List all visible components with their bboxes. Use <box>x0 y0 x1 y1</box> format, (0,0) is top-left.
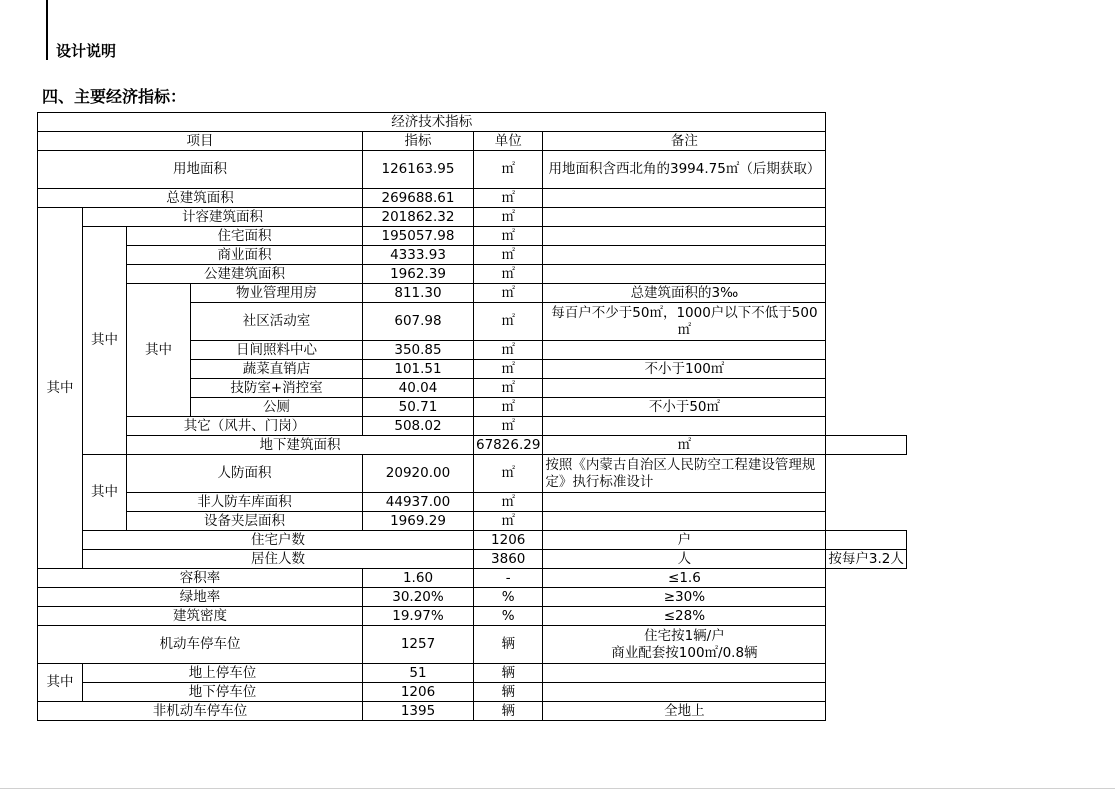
row-unit: ㎡ <box>474 303 543 341</box>
row-note: ≤1.6 <box>543 569 826 588</box>
row-value: 195057.98 <box>363 227 474 246</box>
row-note: 总建筑面积的3‰ <box>543 284 826 303</box>
row-label: 计容建筑面积 <box>83 208 363 227</box>
group-label-parking: 其中 <box>38 664 83 702</box>
row-note <box>543 664 826 683</box>
row-note: ≤28% <box>543 607 826 626</box>
row-label: 地下建筑面积 <box>127 436 474 455</box>
row-note <box>826 531 906 550</box>
row-note: ≥30% <box>543 588 826 607</box>
row-label: 蔬菜直销店 <box>191 360 363 379</box>
row-value: 1.60 <box>363 569 474 588</box>
row-unit: - <box>474 569 543 588</box>
row-unit: ㎡ <box>474 246 543 265</box>
row-label: 机动车停车位 <box>38 626 363 664</box>
header-unit: 单位 <box>474 132 543 151</box>
row-value: 1962.39 <box>363 265 474 284</box>
row-label: 商业面积 <box>127 246 363 265</box>
row-label: 人防面积 <box>127 455 363 493</box>
row-value: 1257 <box>363 626 474 664</box>
row-note <box>543 189 826 208</box>
row-note <box>543 512 826 531</box>
table-row <box>38 664 907 683</box>
row-value: 3860 <box>474 550 543 569</box>
row-note <box>543 208 826 227</box>
row-unit: 辆 <box>474 702 543 721</box>
row-unit: ㎡ <box>474 341 543 360</box>
row-value: 30.20% <box>363 588 474 607</box>
row-label: 社区活动室 <box>191 303 363 341</box>
table-row <box>38 417 907 436</box>
row-value: 126163.95 <box>363 151 474 189</box>
row-unit: ㎡ <box>543 436 826 455</box>
row-label: 设备夹层面积 <box>127 512 363 531</box>
row-value: 350.85 <box>363 341 474 360</box>
row-unit: ㎡ <box>474 417 543 436</box>
group-label-public: 其中 <box>127 284 191 417</box>
row-value: 19.97% <box>363 607 474 626</box>
row-note <box>543 341 826 360</box>
row-unit: % <box>474 607 543 626</box>
row-unit: 辆 <box>474 626 543 664</box>
table-row <box>38 702 907 721</box>
table-row <box>38 607 907 626</box>
row-unit: 户 <box>543 531 826 550</box>
row-label: 住宅户数 <box>83 531 474 550</box>
row-label: 其它（风井、门岗） <box>127 417 363 436</box>
row-value: 50.71 <box>363 398 474 417</box>
row-unit: ㎡ <box>474 208 543 227</box>
table-row <box>38 455 907 493</box>
row-value: 607.98 <box>363 303 474 341</box>
table-row <box>38 284 907 303</box>
note-line: 住宅按1辆/户 <box>644 627 725 644</box>
table-title: 经济技术指标 <box>38 113 826 132</box>
group-label-underground: 其中 <box>83 455 127 531</box>
margin-line <box>46 0 48 60</box>
row-unit: 人 <box>543 550 826 569</box>
row-value: 811.30 <box>363 284 474 303</box>
row-value: 269688.61 <box>363 189 474 208</box>
row-note: 全地上 <box>543 702 826 721</box>
header-item: 项目 <box>38 132 363 151</box>
row-note: 按每户3.2人 <box>826 550 906 569</box>
row-note <box>543 227 826 246</box>
table-row <box>38 493 907 512</box>
table-row <box>38 246 907 265</box>
row-value: 40.04 <box>363 379 474 398</box>
row-label: 容积率 <box>38 569 363 588</box>
row-note <box>543 493 826 512</box>
row-unit: ㎡ <box>474 227 543 246</box>
table-row <box>38 436 907 455</box>
row-value: 67826.29 <box>474 436 543 455</box>
row-label: 居住人数 <box>83 550 474 569</box>
row-label: 非人防车库面积 <box>127 493 363 512</box>
row-unit: ㎡ <box>474 265 543 284</box>
group-label-total: 其中 <box>38 208 83 569</box>
economic-indicators-table <box>37 112 907 721</box>
note-line: 商业配套按100㎡/0.8辆 <box>611 644 758 661</box>
row-unit: ㎡ <box>474 360 543 379</box>
row-label: 技防室+消控室 <box>191 379 363 398</box>
row-label: 住宅面积 <box>127 227 363 246</box>
group-label-far: 其中 <box>83 227 127 455</box>
row-unit: ㎡ <box>474 151 543 189</box>
row-label: 物业管理用房 <box>191 284 363 303</box>
row-unit: 辆 <box>474 664 543 683</box>
table-row <box>38 626 907 664</box>
table-row <box>38 265 907 284</box>
table-row <box>38 569 907 588</box>
table-header-row <box>38 132 907 151</box>
header-value: 指标 <box>363 132 474 151</box>
table-row <box>38 512 907 531</box>
row-note <box>543 265 826 284</box>
table-row <box>38 227 907 246</box>
row-value: 201862.32 <box>363 208 474 227</box>
row-label: 地下停车位 <box>83 683 363 702</box>
row-note: 不小于100㎡ <box>543 360 826 379</box>
table-row <box>38 588 907 607</box>
table-row <box>38 208 907 227</box>
row-note <box>826 436 906 455</box>
row-label: 日间照料中心 <box>191 341 363 360</box>
row-unit: ㎡ <box>474 493 543 512</box>
row-label: 非机动车停车位 <box>38 702 363 721</box>
table-row <box>38 531 907 550</box>
row-value: 44937.00 <box>363 493 474 512</box>
row-value: 101.51 <box>363 360 474 379</box>
row-label: 地上停车位 <box>83 664 363 683</box>
row-value: 1206 <box>474 531 543 550</box>
header-note: 备注 <box>543 132 826 151</box>
row-unit: ㎡ <box>474 284 543 303</box>
row-label: 建筑密度 <box>38 607 363 626</box>
table-title-row <box>38 113 907 132</box>
row-label: 总建筑面积 <box>38 189 363 208</box>
page-bottom-divider <box>0 788 1115 789</box>
row-unit: % <box>474 588 543 607</box>
row-value: 1969.29 <box>363 512 474 531</box>
table-row <box>38 550 907 569</box>
row-value: 51 <box>363 664 474 683</box>
document-title: 设计说明 <box>56 42 117 60</box>
row-unit: ㎡ <box>474 379 543 398</box>
section-title: 四、主要经济指标： <box>42 87 187 106</box>
row-value: 1395 <box>363 702 474 721</box>
row-note <box>543 626 826 664</box>
row-note: 按照《内蒙古自治区人民防空工程建设管理规定》执行标准设计 <box>543 455 826 493</box>
row-note <box>543 379 826 398</box>
row-unit: 辆 <box>474 683 543 702</box>
row-label: 用地面积 <box>38 151 363 189</box>
row-unit: ㎡ <box>474 189 543 208</box>
row-note <box>543 683 826 702</box>
row-unit: ㎡ <box>474 455 543 493</box>
row-note <box>543 246 826 265</box>
table-row <box>38 151 907 189</box>
row-note: 每百户不少于50㎡，1000户以下不低于500㎡ <box>543 303 826 341</box>
table-row <box>38 683 907 702</box>
table-row <box>38 189 907 208</box>
row-label: 绿地率 <box>38 588 363 607</box>
row-unit: ㎡ <box>474 398 543 417</box>
row-note: 用地面积含西北角的3994.75㎡（后期获取） <box>543 151 826 189</box>
row-value: 20920.00 <box>363 455 474 493</box>
row-value: 1206 <box>363 683 474 702</box>
row-note: 不小于50㎡ <box>543 398 826 417</box>
row-note <box>543 417 826 436</box>
row-value: 508.02 <box>363 417 474 436</box>
row-label: 公建建筑面积 <box>127 265 363 284</box>
row-value: 4333.93 <box>363 246 474 265</box>
row-unit: ㎡ <box>474 512 543 531</box>
row-label: 公厕 <box>191 398 363 417</box>
